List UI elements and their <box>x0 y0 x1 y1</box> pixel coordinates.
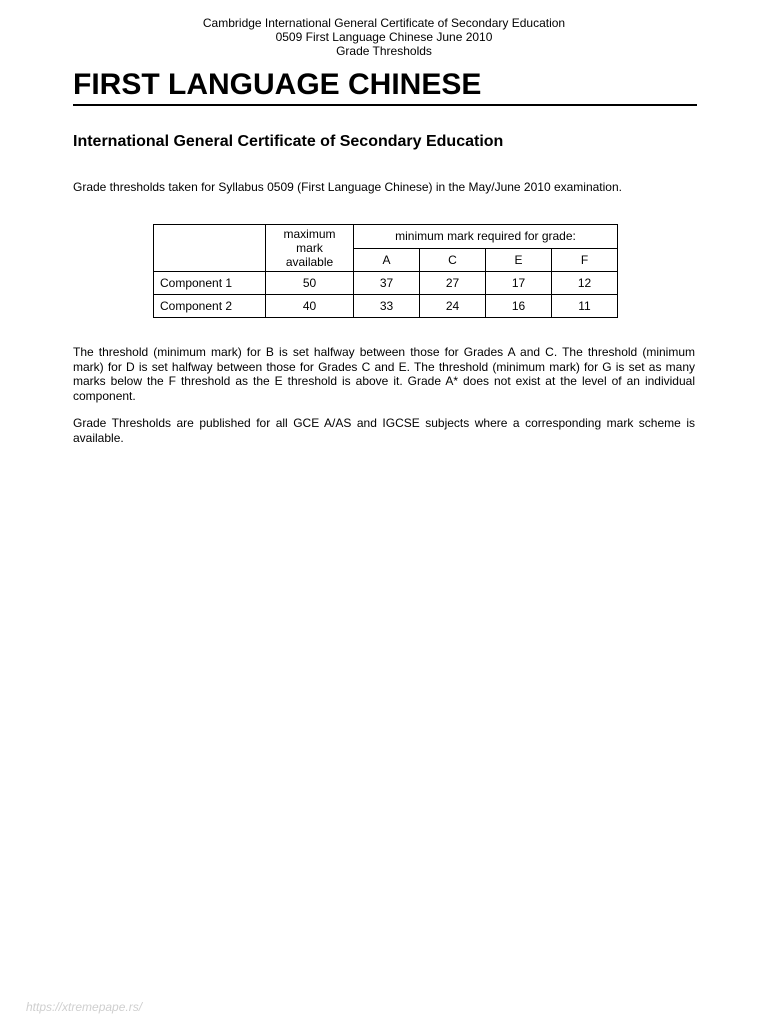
grade-letter: A <box>354 248 420 272</box>
threshold-value: 24 <box>420 295 486 318</box>
threshold-value: 33 <box>354 295 420 318</box>
max-mark-header-line: mark <box>296 241 323 255</box>
source-watermark-link[interactable]: https://xtremepape.rs/ <box>26 1000 143 1014</box>
grade-threshold-table <box>153 224 618 318</box>
max-mark-header <box>266 225 354 272</box>
page-title: FIRST LANGUAGE CHINESE <box>73 68 697 106</box>
grade-group-header: minimum mark required for grade: <box>354 225 618 249</box>
table-row <box>154 272 618 295</box>
max-mark-value: 40 <box>266 295 354 318</box>
threshold-value: 16 <box>486 295 552 318</box>
header-line-syllabus: 0509 First Language Chinese June 2010 <box>275 30 493 44</box>
page-subtitle: International General Certificate of Secondary Education <box>73 133 504 150</box>
max-mark-header-line: maximum <box>283 227 336 241</box>
publication-note: Grade Thresholds are published for all GCE A/AS and IGCSE subjects where a corresponding mark scheme is available. <box>73 416 695 445</box>
table-row <box>154 295 618 318</box>
table-corner-cell <box>154 225 266 272</box>
max-mark-value: 50 <box>266 272 354 295</box>
threshold-value: 11 <box>552 295 618 318</box>
grade-letter: E <box>486 248 552 272</box>
document-header <box>0 16 768 58</box>
threshold-value: 37 <box>354 272 420 295</box>
header-line-board: Cambridge International General Certificate of Secondary Education <box>202 16 566 30</box>
threshold-value: 27 <box>420 272 486 295</box>
grade-letter: C <box>420 248 486 272</box>
component-label: Component 1 <box>154 272 266 295</box>
threshold-value: 12 <box>552 272 618 295</box>
table-header-row <box>154 225 618 249</box>
intro-text: Grade thresholds taken for Syllabus 0509 (First Language Chinese) in the May/June 2010 examination. <box>73 180 622 194</box>
header-line-type: Grade Thresholds <box>336 44 432 58</box>
threshold-value: 17 <box>486 272 552 295</box>
component-label: Component 2 <box>154 295 266 318</box>
grade-letter: F <box>552 248 618 272</box>
max-mark-header-line: available <box>285 255 334 269</box>
threshold-explanation: The threshold (minimum mark) for B is set halfway between those for Grades A and C. The threshold (minimum mark) for D is set halfway between those for Grades C and E. The threshold (minimum mark) for G is set as many marks below the F threshold as the E threshold is above it. Grade A* does not exist at the level of an individual component. <box>73 345 695 403</box>
